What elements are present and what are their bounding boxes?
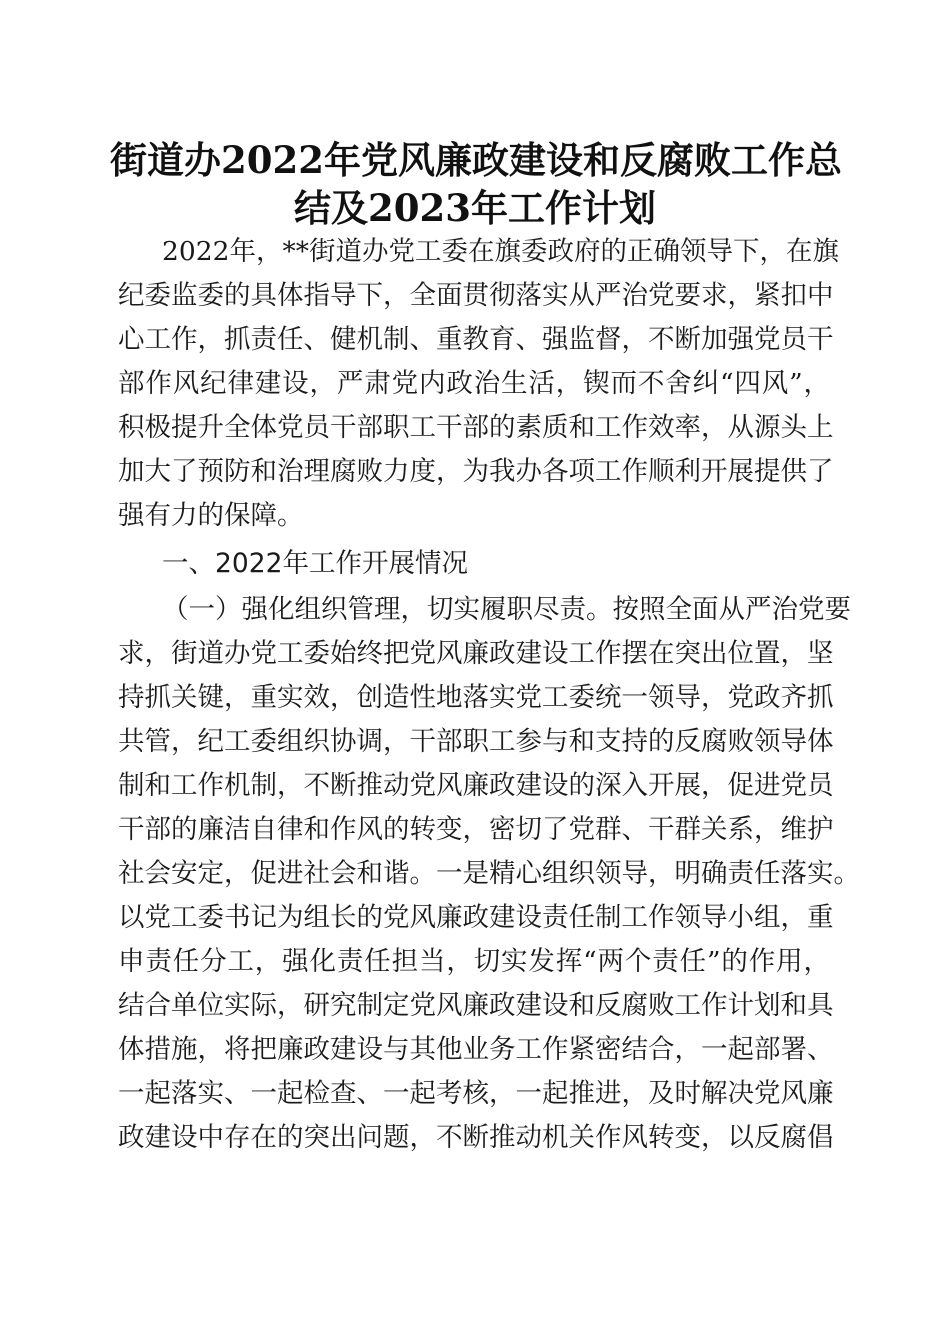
intro-line-3: 心工作，抓责任、健机制、重教育、强监督，不断加强党员干 — [118, 324, 834, 355]
document-title-line-2: 结及2023年工作计划 — [294, 186, 656, 230]
intro-line-6: 加大了预防和治理腐败力度，为我办各项工作顺利开展提供了 — [118, 456, 834, 487]
section-line-7: 社会安定，促进社会和谐。一是精心组织领导，明确责任落实。 — [118, 858, 860, 889]
section-line-5: 制和工作机制，不断推动党风廉政建设的深入开展，促进党员 — [118, 770, 834, 801]
section-line-8: 以党工委书记为组长的党风廉政建设责任制工作领导小组，重 — [118, 902, 834, 933]
intro-line-2: 纪委监委的具体指导下，全面贯彻落实从严治党要求，紧扣中 — [118, 280, 834, 311]
document-title-line-1: 街道办2022年党风廉政建设和反腐败工作总 — [110, 138, 842, 182]
section-line-10: 结合单位实际，研究制定党风廉政建设和反腐败工作计划和具 — [118, 990, 834, 1021]
section-line-11: 体措施，将把廉政建设与其他业务工作紧密结合，一起部署、 — [118, 1034, 834, 1065]
section-line-4: 共管，纪工委组织协调，干部职工参与和支持的反腐败领导体 — [118, 726, 834, 757]
section-line-9: 申责任分工，强化责任担当，切实发挥“两个责任”的作用， — [118, 946, 830, 977]
section-line-2: 求，街道办党工委始终把党风廉政建设工作摆在突出位置，坚 — [118, 638, 834, 669]
section-line-13: 政建设中存在的突出问题，不断推动机关作风转变，以反腐倡 — [118, 1122, 834, 1153]
intro-line-7: 强有力的保障。 — [118, 500, 304, 531]
intro-line-5: 积极提升全体党员干部职工干部的素质和工作效率，从源头上 — [118, 412, 834, 443]
section-line-1: （一）强化组织管理，切实履职尽责。按照全面从严治党要 — [162, 594, 851, 625]
section-line-12: 一起落实、一起检查、一起考核，一起推进，及时解决党风廉 — [118, 1078, 834, 1109]
section-line-3: 持抓关键，重实效，创造性地落实党工委统一领导，党政齐抓 — [118, 682, 834, 713]
section-line-6: 干部的廉洁自律和作风的转变，密切了党群、干群关系，维护 — [118, 814, 834, 845]
intro-line-4: 部作风纪律建设，严肃党内政治生活，锲而不舍纠“四风”， — [118, 368, 830, 399]
intro-line-1: 2022年，**街道办党工委在旗委政府的正确领导下，在旗 — [162, 236, 839, 267]
section-heading: 一、2022年工作开展情况 — [162, 548, 468, 579]
